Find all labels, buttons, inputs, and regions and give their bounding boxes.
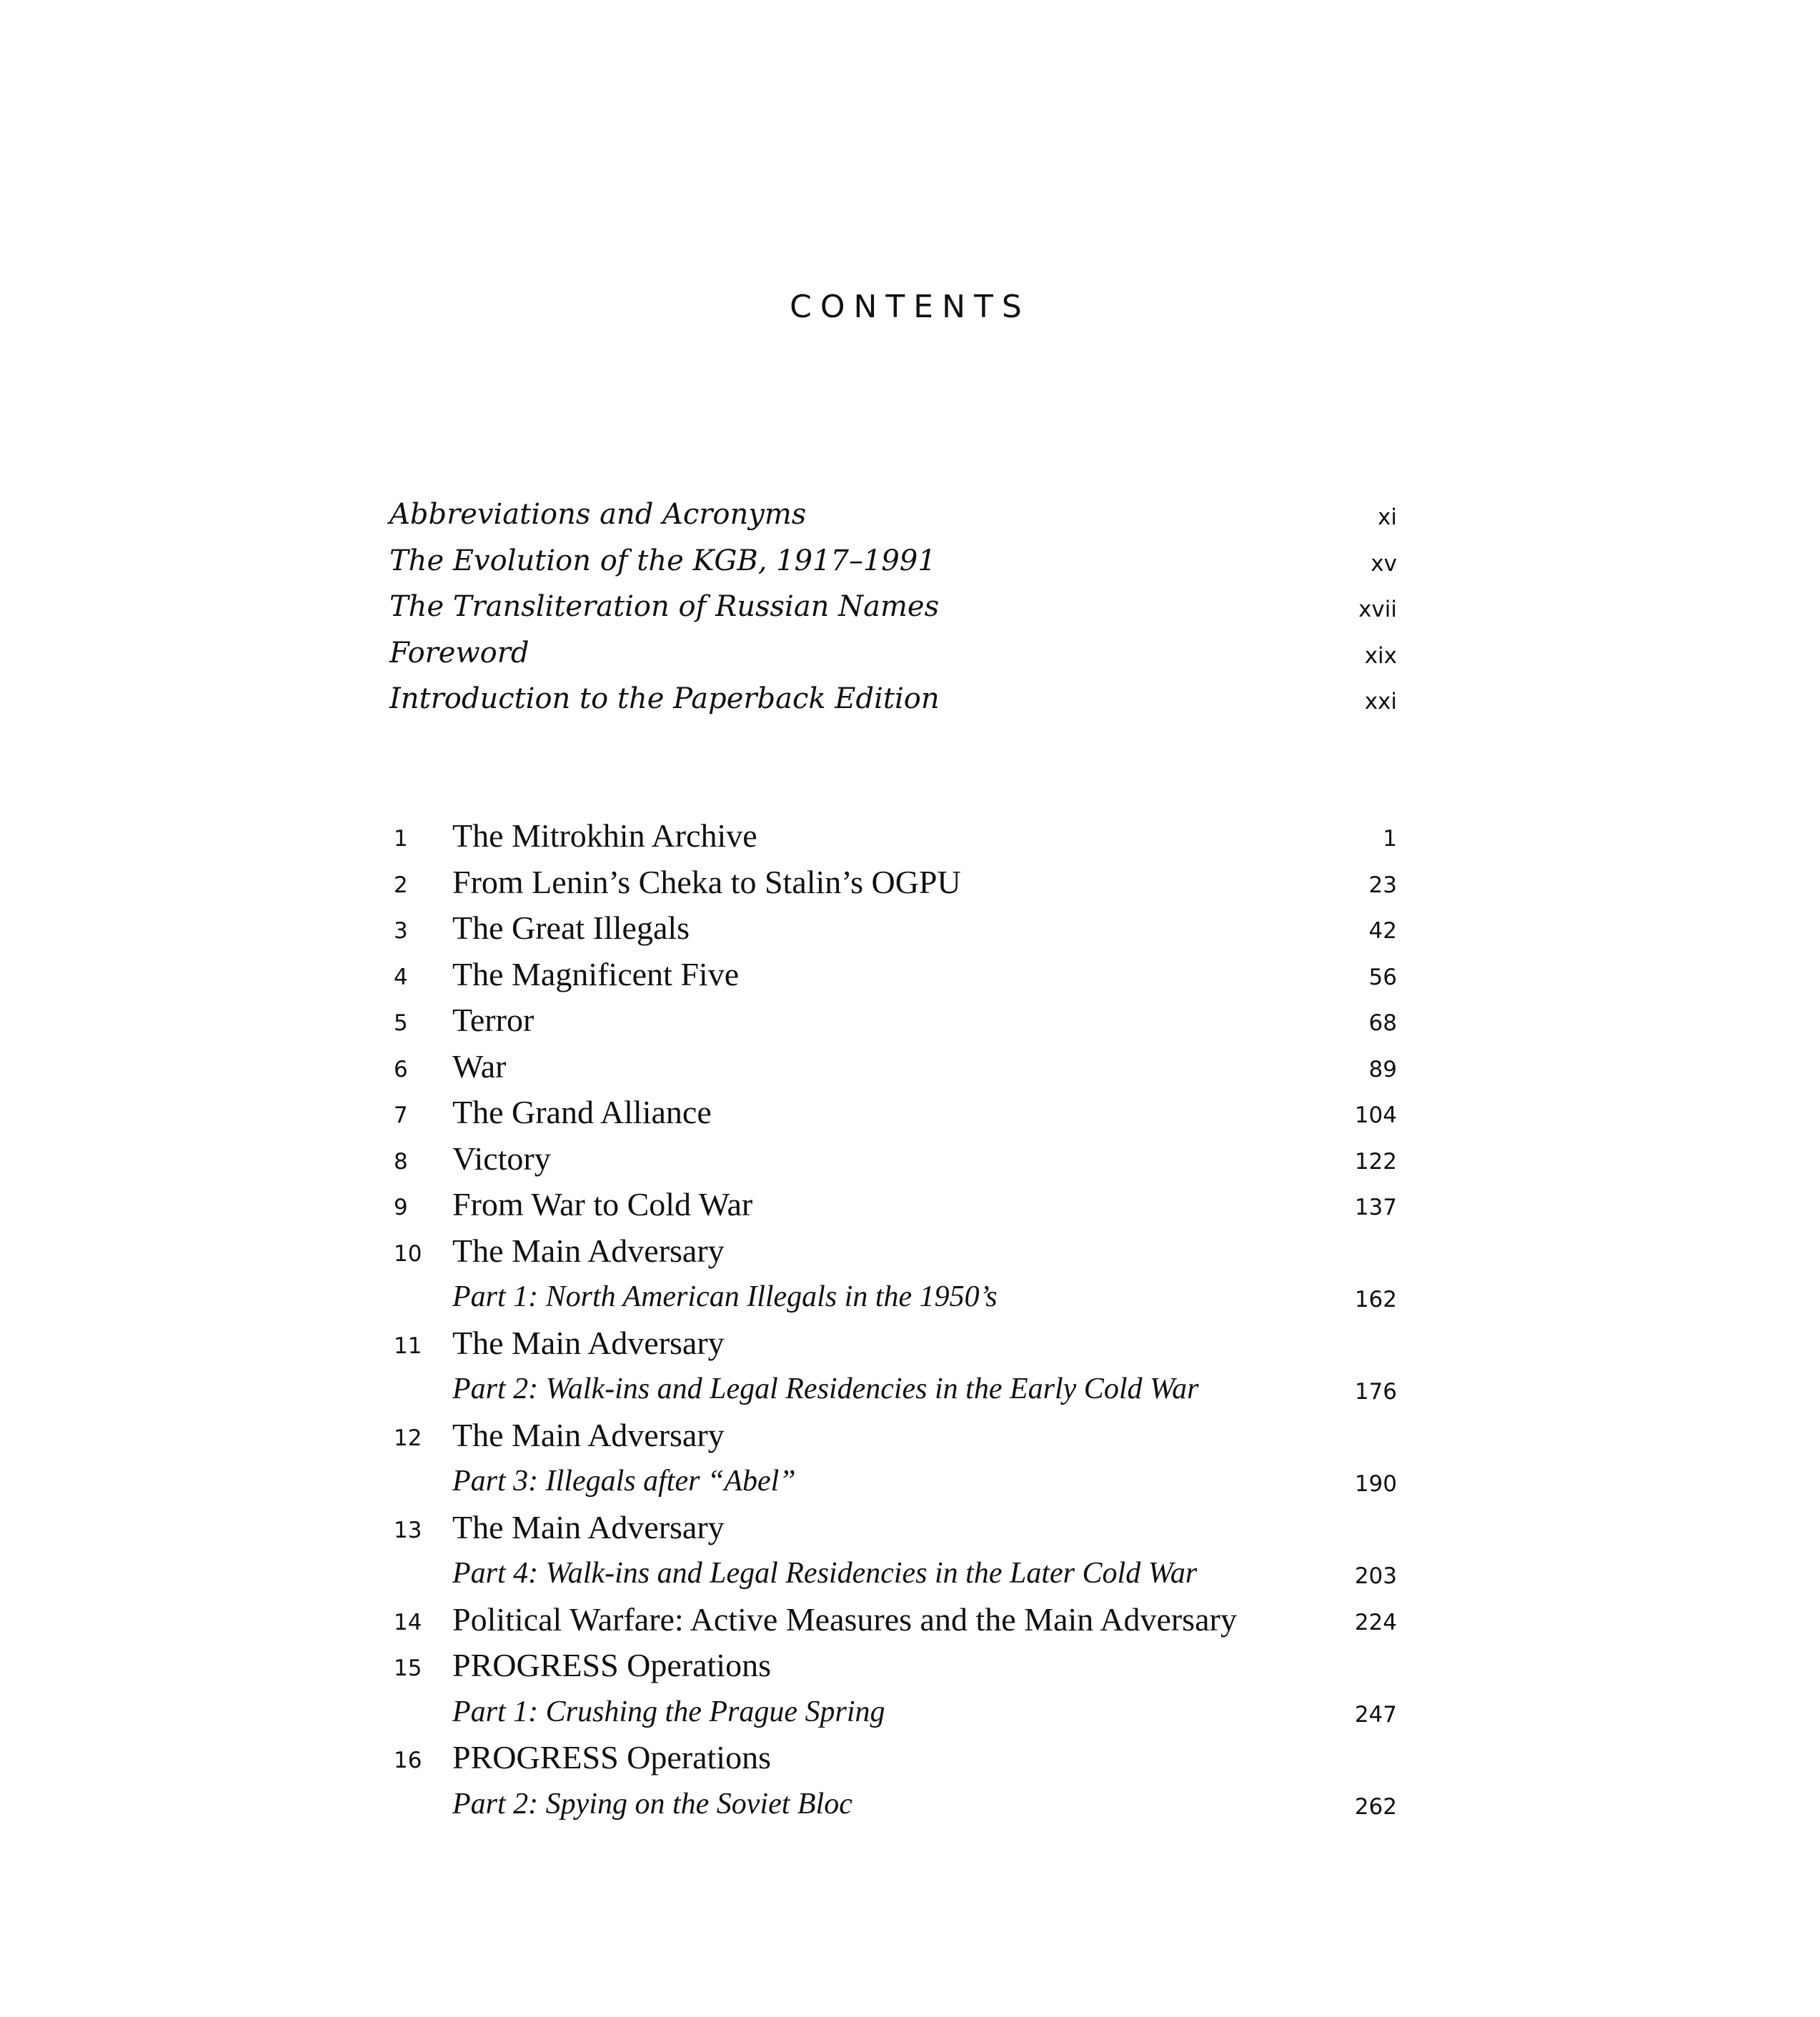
- front-matter-title: Foreword: [389, 636, 529, 669]
- chapter-page: 162: [1354, 1287, 1397, 1313]
- front-matter-page: xix: [1364, 642, 1397, 669]
- chapter-subtitle: Part 4: Walk-ins and Legal Residencies in the Later Cold War: [452, 1557, 1198, 1590]
- chapter-title: The Main Adversary: [452, 1416, 725, 1453]
- chapter-entry: [389, 1643, 1397, 1689]
- chapter-page: 23: [1368, 872, 1397, 898]
- chapter-number: 13: [394, 1517, 422, 1543]
- chapter-number: 12: [394, 1425, 422, 1451]
- chapter-list: [389, 813, 1397, 1827]
- chapter-title: The Grand Alliance: [452, 1094, 712, 1130]
- chapter-number: 14: [394, 1609, 422, 1635]
- front-matter-list: [389, 492, 1397, 722]
- chapter-number: 5: [394, 1010, 408, 1036]
- chapter-entry: [389, 997, 1397, 1044]
- chapter-page: 137: [1354, 1195, 1397, 1220]
- chapter-subtitle-row: [389, 1274, 1397, 1320]
- front-matter-page: xvii: [1358, 597, 1397, 622]
- chapter-entry: [389, 905, 1397, 952]
- front-matter-entry: [389, 538, 1397, 584]
- chapter-title: Victory: [452, 1140, 551, 1177]
- front-matter-title: The Transliteration of Russian Names: [389, 590, 940, 623]
- chapter-subtitle: Part 1: North American Illegals in the 1950’s: [452, 1280, 998, 1313]
- chapter-title: The Mitrokhin Archive: [452, 817, 757, 854]
- chapter-subtitle-row: [389, 1550, 1397, 1597]
- front-matter-entry: [389, 676, 1397, 722]
- chapter-entry: [389, 813, 1397, 860]
- front-matter-entry: [389, 492, 1397, 538]
- chapter-title: Political Warfare: Active Measures and the Main Adversary: [452, 1600, 1237, 1638]
- chapter-title: The Main Adversary: [452, 1324, 725, 1361]
- chapter-entry: [389, 860, 1397, 906]
- chapter-number: 15: [394, 1655, 422, 1681]
- chapter-number: 11: [394, 1333, 422, 1359]
- chapter-entry: [389, 1505, 1397, 1551]
- front-matter-page: xv: [1371, 550, 1397, 577]
- chapter-title: Terror: [452, 1002, 534, 1038]
- chapter-page: 262: [1354, 1793, 1397, 1820]
- chapter-subtitle-row: [389, 1689, 1397, 1735]
- chapter-page: 68: [1368, 1010, 1397, 1036]
- chapter-subtitle-row: [389, 1781, 1397, 1828]
- chapter-page: 190: [1354, 1471, 1397, 1497]
- chapter-entry: [389, 1413, 1397, 1459]
- chapter-title: War: [452, 1047, 507, 1085]
- chapter-title: From War to Cold War: [452, 1186, 753, 1222]
- chapter-number: 8: [394, 1148, 408, 1175]
- chapter-entry: [389, 1735, 1397, 1781]
- chapter-entry: [389, 1597, 1397, 1643]
- chapter-title: The Main Adversary: [452, 1508, 725, 1545]
- chapter-page: 89: [1368, 1056, 1397, 1082]
- chapter-number: 2: [394, 872, 408, 898]
- page-title: CONTENTS: [790, 289, 1030, 325]
- chapter-entry: [389, 1182, 1397, 1228]
- front-matter-title: Introduction to the Paperback Edition: [389, 682, 940, 715]
- chapter-title: The Magnificent Five: [452, 955, 740, 992]
- chapter-page: 42: [1368, 918, 1397, 944]
- chapter-subtitle: Part 2: Walk-ins and Legal Residencies in the Early Cold War: [452, 1373, 1199, 1405]
- chapter-entry: [389, 1320, 1397, 1367]
- chapter-number: 7: [394, 1102, 408, 1128]
- chapter-subtitle: Part 2: Spying on the Soviet Bloc: [452, 1787, 852, 1821]
- chapter-page: 224: [1354, 1609, 1397, 1635]
- chapter-subtitle-row: [389, 1366, 1397, 1413]
- front-matter-page: xxi: [1364, 689, 1397, 714]
- chapter-number: 3: [394, 918, 408, 944]
- chapter-subtitle: Part 3: Illegals after “Abel”: [452, 1465, 796, 1498]
- chapter-subtitle: Part 1: Crushing the Prague Spring: [452, 1695, 885, 1728]
- chapter-entry: [389, 952, 1397, 998]
- chapter-page: 203: [1354, 1563, 1397, 1589]
- front-matter-page: xi: [1378, 504, 1397, 530]
- front-matter-entry: [389, 584, 1397, 630]
- chapter-page: 176: [1354, 1379, 1397, 1405]
- front-matter-title: Abbreviations and Acronyms: [389, 498, 807, 531]
- chapter-title: PROGRESS Operations: [452, 1739, 771, 1776]
- chapter-title: The Main Adversary: [452, 1232, 725, 1269]
- chapter-number: 4: [394, 964, 408, 990]
- chapter-title: The Great Illegals: [452, 910, 690, 946]
- chapter-entry: [389, 1044, 1397, 1090]
- chapter-number: 1: [394, 826, 408, 852]
- chapter-number: 9: [394, 1195, 408, 1220]
- chapter-number: 6: [394, 1056, 408, 1082]
- chapter-entry: [389, 1228, 1397, 1275]
- chapter-title: PROGRESS Operations: [452, 1647, 771, 1683]
- chapter-number: 16: [394, 1748, 422, 1773]
- front-matter-entry: [389, 630, 1397, 677]
- chapter-page: 1: [1383, 826, 1397, 852]
- chapter-entry: [389, 1090, 1397, 1136]
- chapter-page: 122: [1354, 1148, 1397, 1175]
- chapter-title: From Lenin’s Cheka to Stalin’s OGPU: [452, 863, 961, 900]
- chapter-page: 247: [1354, 1701, 1397, 1728]
- chapter-page: 56: [1368, 964, 1397, 990]
- chapter-subtitle-row: [389, 1458, 1397, 1505]
- chapter-page: 104: [1354, 1102, 1397, 1128]
- front-matter-title: The Evolution of the KGB, 1917–1991: [389, 544, 936, 577]
- chapter-entry: [389, 1136, 1397, 1182]
- chapter-number: 10: [394, 1240, 422, 1267]
